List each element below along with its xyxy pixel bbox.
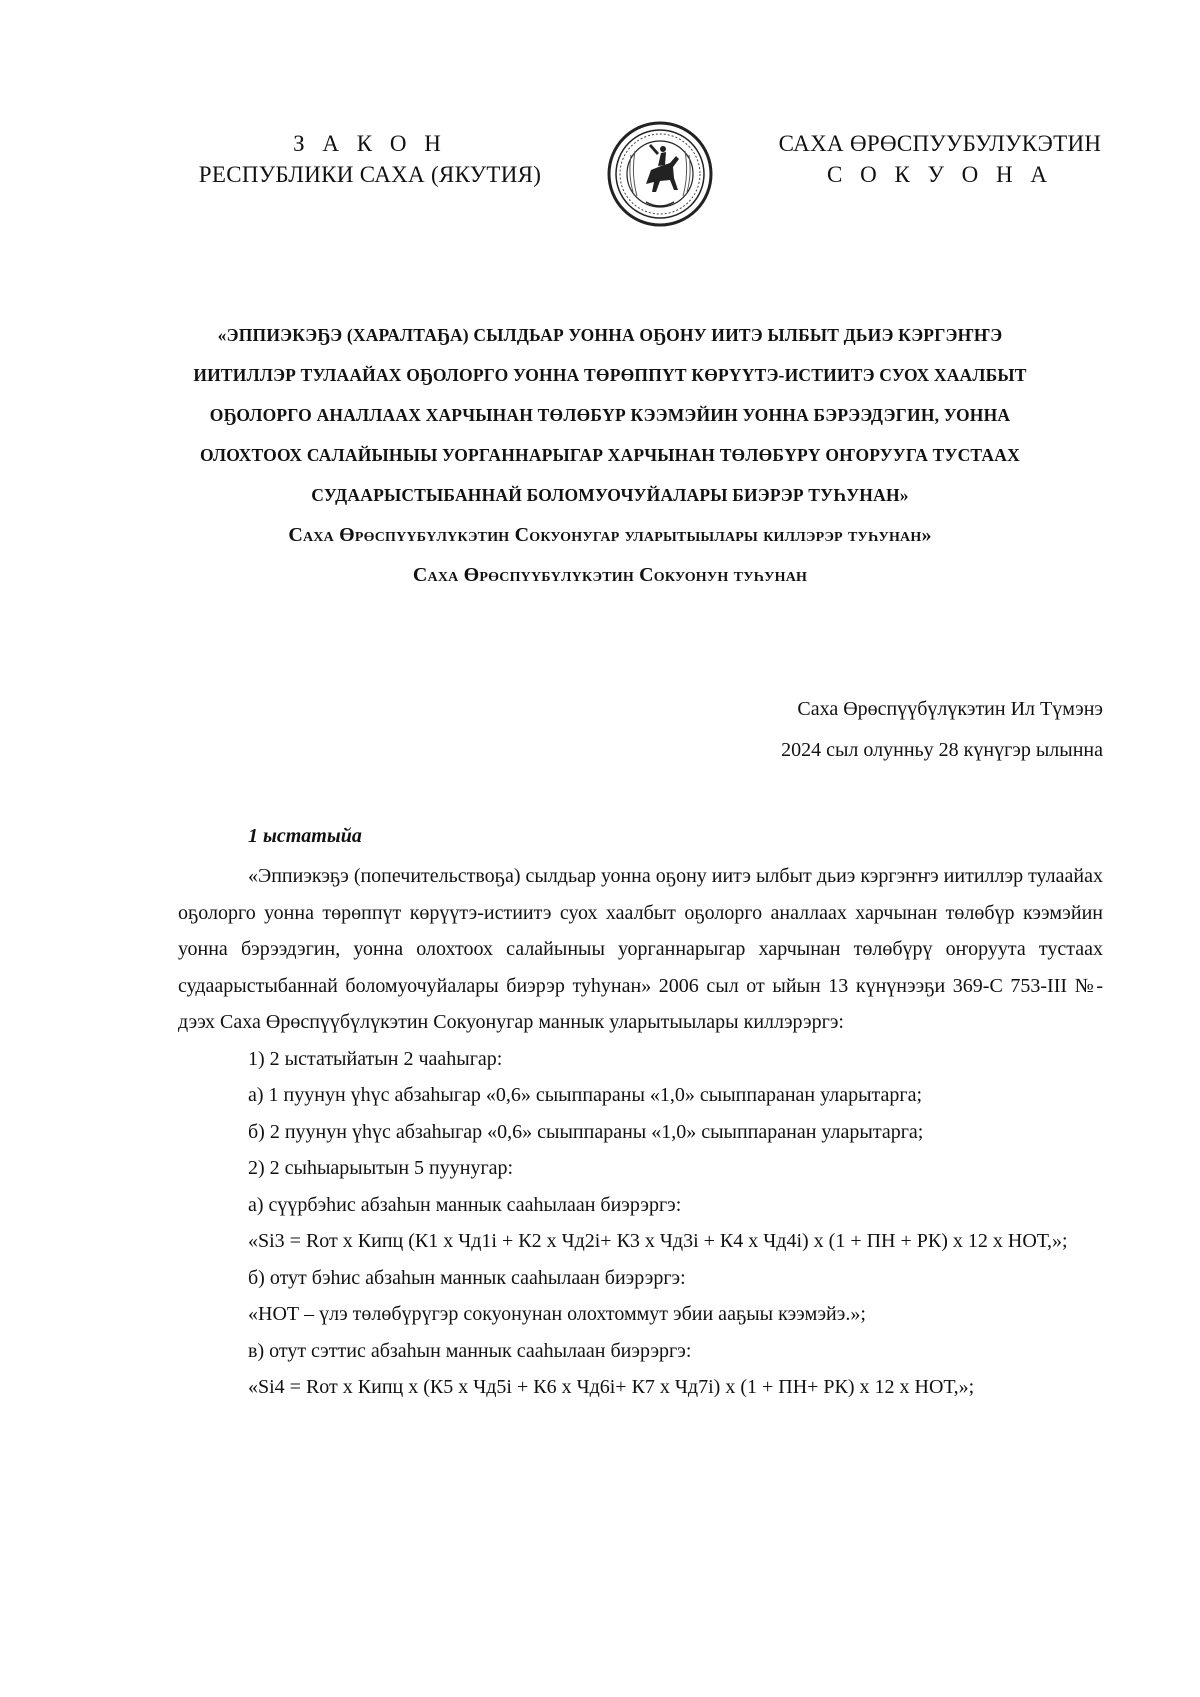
title-line-1: «ЭППИЭКЭҔЭ (ХАРАЛТАҔА) СЫЛДЬАР УОННА ОҔОНУ ИИТЭ ЫЛБЫТ ДЬИЭ КЭРГЭҤҤЭ: [217, 325, 1003, 345]
header-right-line1: САХА ӨРӨСПУУБУЛУКЭТИН: [778, 131, 1102, 156]
amendment-item-1a: а) 1 пуунун үһүс абзаһыгар «0,6» сыыппараны «1,0» сыыппаранан уларытарга;: [248, 1084, 923, 1106]
header-right-line2: С О К У О Н А: [827, 162, 1053, 187]
adoption-note: [781, 689, 1103, 771]
title-line-7: Саха Өрөспүүбүлүкэтин Сокуонун туһунан: [412, 564, 808, 586]
formula-si3: «Si3 = Rот х Кипц (К1 х Чд1i + К2 х Чд2i+ К3 х Чд3i + К4 х Чд4i) х (1 + ПН + РК) х 12 х НОТ,»;: [248, 1230, 1068, 1252]
coat-of-arms-emblem: [606, 120, 714, 228]
title-line-6: Саха Өрөспүүбүлүкэтин Сокуонугар уларытыылары киллэрэр туһунан»: [288, 524, 932, 546]
amendment-item-2b: б) отут бэһис абзаһын маннык сааһылаан биэрэргэ:: [248, 1266, 686, 1289]
header-yakut: [760, 128, 1120, 190]
amendment-item-2c: в) отут сэттис абзаһын маннык сааһылаан биэрэргэ:: [248, 1339, 692, 1362]
header-left-line2: РЕСПУБЛИКИ САХА (ЯКУТИЯ): [198, 162, 542, 187]
article-heading: 1 ыстатыйа: [248, 825, 362, 847]
adoption-body: Саха Өрөспүүбүлүкэтин Ил Түмэнэ: [797, 698, 1103, 720]
law-title: [150, 315, 1070, 595]
article-body: [178, 858, 1103, 1406]
formula-si4: «Si4 = Rот х Кипц х (К5 х Чд5i + К6 х Чд6i+ К7 х Чд7i) х (1 + ПН+ РК) х 12 х НОТ,»;: [248, 1376, 975, 1398]
header-left-line1: З А К О Н: [293, 131, 447, 156]
quote-not-definition: «НОТ – үлэ төлөбүрүгэр сокуонунан олохтоммут эбии ааҕыы кээмэйэ.»;: [248, 1303, 866, 1325]
amendment-item-2: 2) 2 сыһыарыытын 5 пуунугар:: [248, 1157, 514, 1179]
title-line-2: ИИТИЛЛЭР ТУЛААЙАХ ОҔОЛОРГО УОННА ТӨРӨППҮТ КӨРҮҮТЭ-ИСТИИТЭ СУОХ ХААЛБЫТ: [193, 365, 1027, 385]
title-line-4: ОЛОХТООХ САЛАЙЫНЫЫ УОРГАННАРЫГАР ХАРЧЫНАН ТӨЛӨБҮРҮ ОҤОРУУГА ТУСТААХ: [200, 445, 1020, 465]
title-line-3: ОҔОЛОРГО АНАЛЛААХ ХАРЧЫНАН ТӨЛӨБҮР КЭЭМЭЙИН УОННА БЭРЭЭДЭГИН, УОННА: [209, 405, 1011, 425]
header-russian: [190, 128, 550, 190]
title-line-5: СУДААРЫСТЫБАННАЙ БОЛОМУОЧУЙАЛАРЫ БИЭРЭР ТУҺУНАН»: [311, 485, 909, 505]
amendment-item-1: 1) 2 ыстатыйатын 2 чааһыгар:: [248, 1047, 503, 1070]
article-intro-paragraph: «Эппиэкэҕэ (попечительствоҕа) сылдьар уонна оҕону иитэ ылбыт дьиэ кэргэҥҥэ иитиллэр тулаайах оҕолорго уонна төрөппүт көрүүтэ-истиитэ суох хаалбыт оҕолорго аналлаах харчынан төлөбүр кээмэйин уонна бэрээдэгин, уонна олохтоох салайыныы уорганнарыгар харчынан төлөбүрү оҥоруута тустаах судаарыстыбаннай боломуочуйалары биэрэр туһунан» 2006 сыл от ыйын 13 күнүнээҕи 369-С 753-III №-дээх Саха Өрөспүүбүлүкэтин Сокуонугар маннык уларытыылары киллэрэргэ:: [178, 865, 1103, 1033]
amendment-item-1b: б) 2 пуунун үһүс абзаһыгар «0,6» сыыппараны «1,0» сыыппаранан уларытарга;: [248, 1120, 924, 1143]
amendment-item-2a: а) сүүрбэһис абзаһын маннык сааһылаан биэрэргэ:: [248, 1193, 682, 1216]
adoption-date: 2024 сыл олунньу 28 күнүгэр ылынна: [781, 739, 1103, 761]
